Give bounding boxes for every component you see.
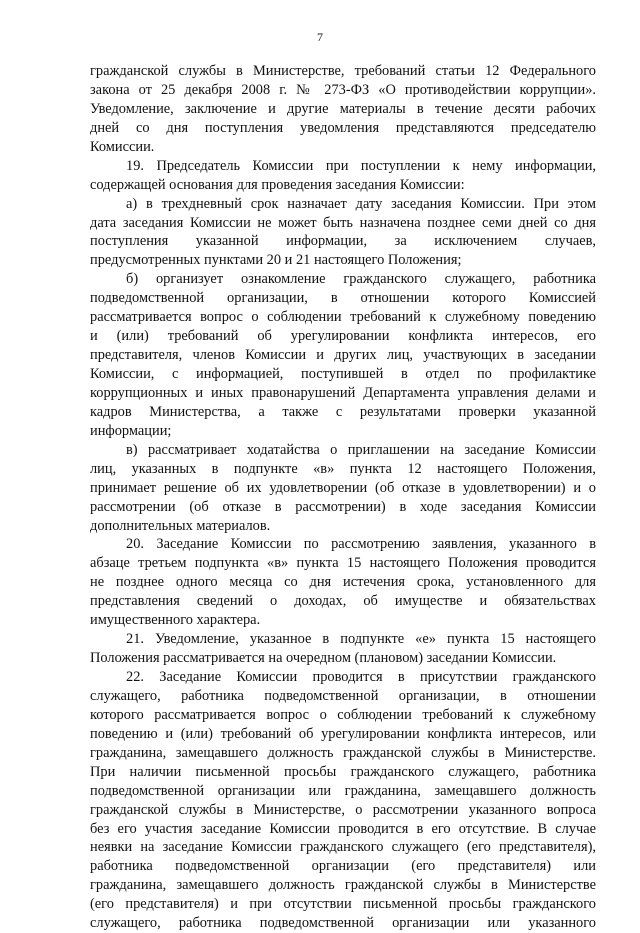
text-line: поступления указанной информации, за исключением случаев,	[90, 233, 596, 250]
text-line: рассмотрении (об отказе в рассмотрении) в ходе заседания Комиссии	[90, 498, 596, 515]
text-line: кадров Министерства, а также с результатами проверки указанной	[90, 403, 596, 420]
text-line: подведомственной организации, в отношении которого Комиссией	[90, 290, 596, 307]
text-line: рассматривается вопрос о соблюдении требований к служебному поведению	[90, 309, 596, 326]
text-line: предусмотренных пунктами 20 и 21 настоящего Положения;	[90, 252, 462, 269]
text-line: б) организует ознакомление гражданского служащего, работника	[126, 271, 596, 288]
body-text	[90, 62, 596, 933]
text-line: (его представителя) и при отсутствии письменной просьбы гражданского	[90, 896, 596, 913]
text-line: в) рассматривает ходатайства о приглашении на заседание Комиссии	[126, 441, 596, 458]
page-number: 7	[317, 30, 323, 44]
text-line: дополнительных материалов.	[90, 517, 271, 534]
text-line: информации;	[90, 422, 172, 439]
text-line: 19. Председатель Комиссии при поступлении к нему информации,	[126, 157, 596, 174]
text-line: абзаце третьем подпункта «в» пункта 15 настоящего Положения проводится	[90, 555, 596, 572]
text-line: поведению и (или) требований об урегулировании конфликта интересов, или	[90, 725, 596, 742]
text-line: Комиссии.	[90, 138, 155, 155]
text-line: представителя, членов Комиссии и других лиц, участвующих в заседании	[90, 347, 596, 364]
text-line: лиц, указанных в подпункте «в» пункта 12 настоящего Положения,	[90, 460, 596, 477]
text-line: 22. Заседание Комиссии проводится в присутствии гражданского	[126, 669, 596, 685]
text-line: Положения рассматривается на очередном (плановом) заседании Комиссии.	[90, 650, 557, 667]
text-line: принимает решение об их удовлетворении (об отказе в удовлетворении) и о	[90, 479, 596, 496]
text-line: 20. Заседание Комиссии по рассмотрению заявления, указанного в	[126, 536, 596, 553]
text-line: имущественного характера.	[90, 612, 261, 629]
text-line: без его участия заседание Комиссии проводится в его отсутствие. В случае	[90, 820, 596, 837]
text-line: дата заседания Комиссии не может быть назначена позднее семи дней со дня	[90, 214, 596, 231]
text-line: коррупционных и иных правонарушений Департамента управления делами и	[90, 384, 596, 401]
text-line: гражданской службы в Министерстве, требований статьи 12 Федерального	[90, 63, 596, 79]
text-line: неявки на заседание Комиссии гражданского служащего (его представителя),	[90, 839, 596, 856]
text-line: При наличии письменной просьбы гражданского служащего, работника	[90, 763, 596, 780]
text-line: служащего, работника подведомственной организации, в отношении	[90, 687, 596, 704]
text-line: служащего, работника подведомственной организации или указанного	[90, 915, 596, 932]
text-line: гражданина, замещавшего должность гражданской службы в Министерстве	[90, 877, 596, 894]
text-line: не позднее одного месяца со дня истечения срока, установленного для	[90, 574, 596, 591]
text-line: работника подведомственной организации (его представителя) или	[90, 858, 596, 875]
text-line: которого рассматривается вопрос о соблюдении требований к служебному	[90, 706, 596, 723]
text-line: а) в трехдневный срок назначает дату заседания Комиссии. При этом	[126, 195, 596, 212]
text-line: Уведомление, заключение и другие материалы в течение десяти рабочих	[90, 100, 596, 117]
text-line: подведомственной организации или гражданина, замещавшего должность	[90, 782, 596, 799]
text-line: содержащей основания для проведения заседания Комиссии:	[90, 176, 465, 193]
text-line: Комиссии, с информацией, поступившей в отдел по профилактике	[90, 366, 596, 382]
text-line: закона от 25 декабря 2008 г. № 273-ФЗ «О противодействии коррупции».	[90, 81, 596, 98]
text-line: представления сведений о доходах, об имуществе и обязательствах	[90, 593, 596, 610]
text-line: и (или) требований об урегулировании конфликта интересов, его	[90, 328, 596, 345]
text-line: гражданской службы в Министерстве, о рассмотрении указанного вопроса	[90, 801, 596, 818]
text-line: дней со дня поступления уведомления представляются председателю	[90, 119, 596, 136]
text-line: гражданина, замещавшего должность гражданской службы в Министерстве.	[90, 744, 596, 761]
text-line: 21. Уведомление, указанное в подпункте «е» пункта 15 настоящего	[126, 631, 596, 648]
